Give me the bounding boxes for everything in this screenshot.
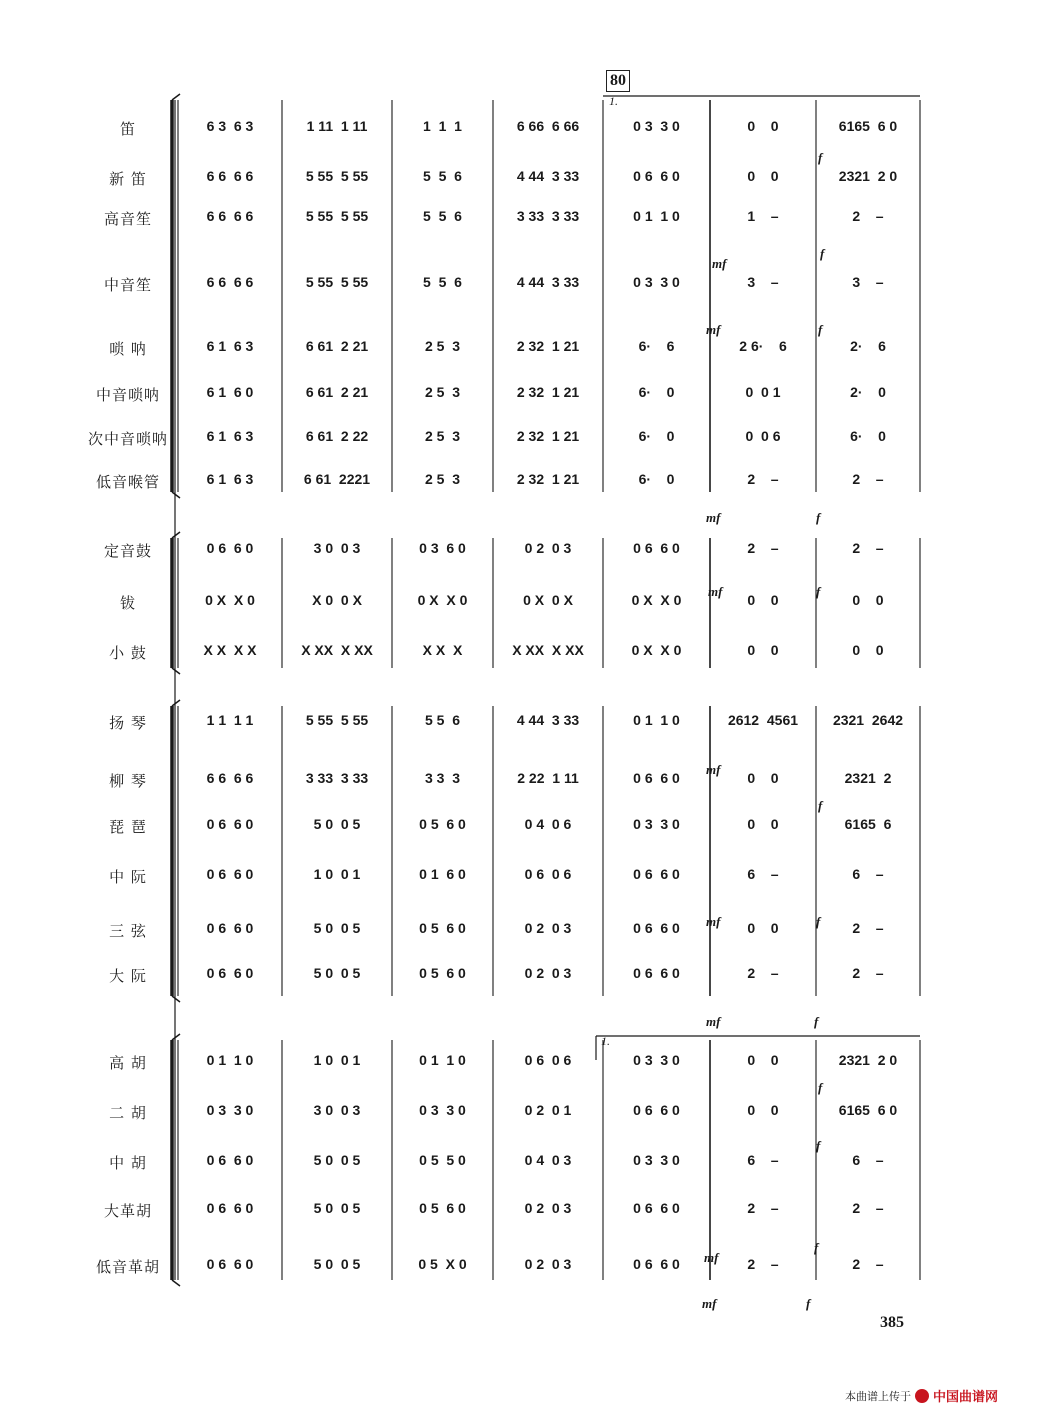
notation-cell: 0 6 6 0 — [633, 866, 680, 882]
notation-cell: 6 – — [852, 1152, 884, 1168]
section-bracket-hook — [172, 996, 180, 1002]
dynamic-mark: mf — [706, 762, 721, 777]
notation-cell: 0 5 6 0 — [419, 920, 466, 936]
notation-cell: 2 – — [747, 1200, 779, 1216]
notation-cell: 0 6 6 0 — [206, 540, 254, 556]
notation-cell: 1 – — [747, 208, 779, 224]
instrument-label: 大 阮 — [109, 967, 147, 985]
notation-cell: 1 0 0 1 — [313, 866, 361, 882]
dynamic-mark: f — [814, 1240, 819, 1255]
notation-cell: 2 32 1 21 — [516, 338, 580, 354]
notation-cell: 0 6 6 0 — [206, 1256, 254, 1272]
dynamic-mark: f — [820, 246, 825, 261]
notation-cell: X X X — [422, 642, 463, 658]
instrument-label: 新 笛 — [109, 170, 147, 188]
notation-cell: 6 6 6 6 — [206, 274, 254, 290]
instrument-label: 中音笙 — [103, 276, 152, 294]
notation-cell: 5 0 0 5 — [313, 1152, 361, 1168]
instrument-label: 小 鼓 — [109, 644, 147, 662]
notation-cell: 0 0 6 — [745, 428, 781, 444]
notation-cell: 3 0 0 3 — [313, 540, 361, 556]
notation-cell: 4 44 3 33 — [516, 712, 580, 728]
dynamic-mark: f — [818, 1080, 823, 1095]
notation-cell: 0 5 5 0 — [419, 1152, 466, 1168]
dynamic-mark: f — [816, 914, 821, 929]
notation-cell: 0 3 3 0 — [206, 1102, 254, 1118]
notation-cell: 0 6 6 0 — [206, 965, 254, 981]
notation-cell: 6· 0 — [850, 428, 886, 444]
notation-cell: 0 6 6 0 — [633, 920, 680, 936]
instrument-label: 唢 呐 — [109, 340, 147, 358]
notation-cell: X X X X — [203, 642, 257, 658]
notation-cell: 5 55 5 55 — [305, 712, 369, 728]
dynamic-mark: mf — [706, 1014, 721, 1029]
notation-cell: 5 5 6 — [423, 168, 462, 184]
notation-cell: 0 6 6 0 — [633, 965, 680, 981]
notation-cell: 0 4 0 3 — [524, 1152, 572, 1168]
notation-cell: 0 6 6 0 — [206, 920, 254, 936]
notation-cell: 6 66 6 66 — [516, 118, 580, 134]
dynamic-mark: mf — [706, 510, 721, 525]
notation-cell: 0 1 1 0 — [419, 1052, 466, 1068]
notation-cell: 6 61 2 21 — [305, 338, 369, 354]
notation-cell: 0 X 0 X — [523, 592, 573, 608]
notation-cell: 3 0 0 3 — [313, 1102, 361, 1118]
notation-cell: 6 1 6 0 — [206, 384, 254, 400]
notation-cell: 0 6 6 0 — [633, 1200, 680, 1216]
dynamic-mark: f — [806, 1296, 811, 1311]
notation-cell: 0 0 — [747, 920, 779, 936]
notation-cell: 1 11 1 11 — [306, 118, 368, 134]
notation-cell: 0 0 1 — [745, 384, 781, 400]
notation-cell: 0 3 3 0 — [633, 1152, 680, 1168]
notation-cell: 3 33 3 33 — [516, 208, 580, 224]
instrument-label: 钹 — [119, 594, 136, 612]
instrument-label: 次中音唢呐 — [87, 430, 168, 448]
notation-cell: 0 0 — [747, 168, 779, 184]
notation-cell: 6 61 2221 — [303, 471, 371, 487]
notation-cell: 0 3 3 0 — [633, 1052, 680, 1068]
notation-cell: 6165 6 — [844, 816, 892, 832]
notation-cell: 6 – — [747, 866, 779, 882]
brand-logo-icon — [915, 1389, 929, 1403]
notation-cell: 2 32 1 21 — [516, 428, 580, 444]
instrument-label: 中 阮 — [109, 868, 147, 886]
notation-cell: 2 – — [852, 208, 884, 224]
notation-cell: 0 1 1 0 — [633, 712, 680, 728]
section-bracket-hook — [172, 94, 180, 100]
notation-cell: 5 0 0 5 — [313, 1200, 361, 1216]
notation-cell: 0 3 6 0 — [419, 540, 466, 556]
section-bracket-hook — [172, 1034, 180, 1040]
section-bracket-hook — [172, 532, 180, 538]
notation-cell: 0 6 0 6 — [524, 1052, 572, 1068]
notation-cell: 0 1 1 0 — [206, 1052, 254, 1068]
notation-cell: 3 – — [852, 274, 884, 290]
notation-cell: 5 0 0 5 — [313, 1256, 361, 1272]
notation-cell: 2 32 1 21 — [516, 471, 580, 487]
notation-cell: 0 3 3 0 — [633, 274, 680, 290]
instrument-label: 低音革胡 — [95, 1258, 160, 1276]
notation-cell: 5 0 0 5 — [313, 965, 361, 981]
notation-cell: 6· 0 — [638, 384, 675, 400]
notation-cell: 6 1 6 3 — [206, 471, 254, 487]
notation-cell: 0 5 X 0 — [418, 1256, 467, 1272]
notation-cell: 0 2 0 3 — [524, 1256, 572, 1272]
instrument-label: 定音鼓 — [103, 542, 152, 560]
notation-cell: 6 3 6 3 — [206, 118, 254, 134]
notation-cell: 2 5 3 — [424, 428, 461, 444]
dynamic-mark: f — [814, 1014, 819, 1029]
notation-cell: 5 55 5 55 — [305, 208, 369, 224]
dynamic-mark: mf — [706, 322, 721, 337]
volta-label-strings: 1. — [601, 1034, 610, 1048]
notation-cell: 6· 0 — [638, 471, 675, 487]
notation-cell: 2 – — [852, 1256, 884, 1272]
notation-cell: 0 2 0 1 — [524, 1102, 572, 1118]
notation-cell: X XX X XX — [512, 642, 584, 658]
notation-cell: 5 0 0 5 — [313, 920, 361, 936]
instrument-label: 二 胡 — [109, 1104, 147, 1122]
notation-cell: 2321 2642 — [832, 712, 904, 728]
notation-cell: 1 1 1 1 — [206, 712, 254, 728]
notation-cell: 0 6 6 0 — [633, 1256, 680, 1272]
notation-cell: 5 5 6 — [424, 712, 461, 728]
notation-cell: 0 X X 0 — [631, 642, 682, 658]
instrument-label: 高 胡 — [109, 1054, 147, 1072]
notation-cell: 2 – — [747, 471, 779, 487]
notation-cell: 2 – — [852, 1200, 884, 1216]
notation-cell: 2612 4561 — [727, 712, 799, 728]
notation-cell: 2· 0 — [850, 384, 886, 400]
notation-cell: 2 – — [852, 920, 884, 936]
page-number: 385 — [880, 1314, 904, 1331]
notation-cell: 2 – — [747, 540, 779, 556]
notation-cell: 0 3 3 0 — [633, 816, 680, 832]
notation-cell: 2 – — [852, 471, 884, 487]
instrument-label: 三 弦 — [109, 922, 147, 940]
notation-cell: 2 – — [852, 540, 884, 556]
notation-cell: 2321 2 — [844, 770, 892, 786]
notation-cell: 0 3 3 0 — [419, 1102, 466, 1118]
notation-cell: 5 5 6 — [423, 274, 462, 290]
notation-cell: 0 0 — [852, 642, 884, 658]
notation-cell: 0 6 6 0 — [206, 816, 254, 832]
notation-cell: 0 5 6 0 — [419, 816, 466, 832]
notation-cell: 0 6 6 0 — [633, 540, 680, 556]
notation-cell: 2 – — [747, 1256, 779, 1272]
section-bracket-hook — [172, 668, 180, 674]
notation-cell: 5 55 5 55 — [305, 168, 369, 184]
notation-cell: 4 44 3 33 — [516, 168, 580, 184]
instrument-label: 大革胡 — [103, 1202, 152, 1220]
notation-cell: 2 5 3 — [424, 471, 461, 487]
footer-credit — [845, 1386, 998, 1405]
notation-cell: 5 55 5 55 — [305, 274, 369, 290]
dynamic-mark: mf — [712, 256, 727, 271]
dynamic-mark: f — [818, 150, 823, 165]
notation-cell: 0 X X 0 — [417, 592, 468, 608]
notation-cell: 0 5 6 0 — [419, 965, 466, 981]
notation-cell: 0 6 6 0 — [206, 1200, 254, 1216]
notation-cell: 6165 6 0 — [838, 1102, 898, 1118]
notation-cell: 0 0 — [747, 1052, 779, 1068]
notation-cell: 0 0 — [852, 592, 884, 608]
section-bracket-hook — [172, 1280, 180, 1286]
notation-cell: 0 0 — [747, 118, 779, 134]
notation-cell: 0 6 6 0 — [633, 168, 680, 184]
notation-cell: 0 3 3 0 — [633, 118, 680, 134]
instrument-label: 中音唢呐 — [95, 386, 160, 404]
notation-cell: 0 6 6 0 — [206, 866, 254, 882]
measure-number: 80 — [606, 70, 630, 92]
notation-cell: 2 – — [747, 965, 779, 981]
footer-text: 本曲谱上传于 — [845, 1389, 911, 1403]
footer-brand: 中国曲谱网 — [933, 1390, 999, 1405]
notation-cell: 0 2 0 3 — [524, 540, 572, 556]
notation-cell: 2 32 1 21 — [516, 384, 580, 400]
notation-cell: 3 3 3 — [424, 770, 461, 786]
dynamic-mark: mf — [704, 1250, 719, 1265]
notation-cell: 2 22 1 11 — [517, 770, 579, 786]
notation-cell: 0 2 0 3 — [524, 965, 572, 981]
section-bracket-hook — [172, 492, 180, 498]
notation-cell: 5 5 6 — [423, 208, 462, 224]
notation-cell: 0 X X 0 — [631, 592, 682, 608]
notation-cell: 2321 2 0 — [838, 168, 898, 184]
notation-cell: 3 33 3 33 — [305, 770, 369, 786]
notation-cell: 2· 6 — [850, 338, 886, 354]
dynamic-mark: f — [816, 1138, 821, 1153]
instrument-label: 笛 — [119, 120, 136, 138]
notation-cell: 5 0 0 5 — [313, 816, 361, 832]
notation-cell: 0 X X 0 — [205, 592, 255, 608]
notation-cell: 0 5 6 0 — [419, 1200, 466, 1216]
notation-cell: 3 – — [747, 274, 779, 290]
notation-cell: 0 0 — [747, 592, 779, 608]
notation-cell: 6 61 2 21 — [305, 384, 369, 400]
dynamic-mark: f — [818, 798, 823, 813]
notation-cell: 0 4 0 6 — [524, 816, 572, 832]
dynamic-mark: mf — [706, 914, 721, 929]
notation-cell: X 0 0 X — [312, 592, 362, 608]
dynamic-mark: mf — [702, 1296, 717, 1311]
notation-cell: 2321 2 0 — [838, 1052, 898, 1068]
notation-cell: 4 44 3 33 — [516, 274, 580, 290]
notation-cell: 6· 6 — [638, 338, 675, 354]
notation-cell: 0 2 0 3 — [524, 920, 572, 936]
notation-cell: 2 5 3 — [424, 338, 461, 354]
notation-cell: X XX X XX — [301, 642, 373, 658]
notation-cell: 0 2 0 3 — [524, 1200, 572, 1216]
instrument-label: 扬 琴 — [109, 714, 147, 732]
notation-cell: 6 6 6 6 — [206, 168, 254, 184]
notation-cell: 0 0 — [747, 642, 779, 658]
notation-cell: 0 6 0 6 — [524, 866, 572, 882]
notation-cell: 2 5 3 — [424, 384, 461, 400]
notation-cell: 0 1 6 0 — [419, 866, 466, 882]
notation-cell: 6 61 2 22 — [305, 428, 369, 444]
notation-cell: 6 6 6 6 — [206, 208, 254, 224]
notation-cell: 0 1 1 0 — [633, 208, 680, 224]
notation-cell: 0 6 6 0 — [633, 770, 680, 786]
notation-cell: 1 1 1 — [423, 118, 462, 134]
notation-cell: 0 6 6 0 — [206, 1152, 254, 1168]
instrument-label: 中 胡 — [109, 1154, 147, 1172]
volta-label: 1. — [609, 94, 618, 108]
notation-cell: 6 – — [747, 1152, 779, 1168]
notation-cell: 6 1 6 3 — [206, 428, 254, 444]
dynamic-mark: mf — [708, 584, 723, 599]
notation-cell: 6 6 6 6 — [206, 770, 254, 786]
notation-cell: 6165 6 0 — [838, 118, 898, 134]
notation-cell: 0 0 — [747, 770, 779, 786]
dynamic-mark: f — [818, 322, 823, 337]
notation-cell: 6 1 6 3 — [206, 338, 254, 354]
dynamic-mark: f — [816, 584, 821, 599]
notation-cell: 0 0 — [747, 1102, 779, 1118]
notation-cell: 6· 0 — [638, 428, 675, 444]
notation-cell: 2 6· 6 — [739, 338, 787, 354]
notation-cell: 2 – — [852, 965, 884, 981]
section-bracket-hook — [172, 700, 180, 706]
instrument-label: 高音笙 — [103, 210, 152, 228]
notation-cell: 6 – — [852, 866, 884, 882]
notation-cell: 0 0 — [747, 816, 779, 832]
notation-cell: 0 6 6 0 — [633, 1102, 680, 1118]
instrument-label: 低音喉管 — [95, 473, 160, 491]
instrument-label: 琵 琶 — [109, 818, 147, 836]
dynamic-mark: f — [816, 510, 821, 525]
instrument-label: 柳 琴 — [109, 772, 147, 790]
notation-cell: 1 0 0 1 — [313, 1052, 361, 1068]
